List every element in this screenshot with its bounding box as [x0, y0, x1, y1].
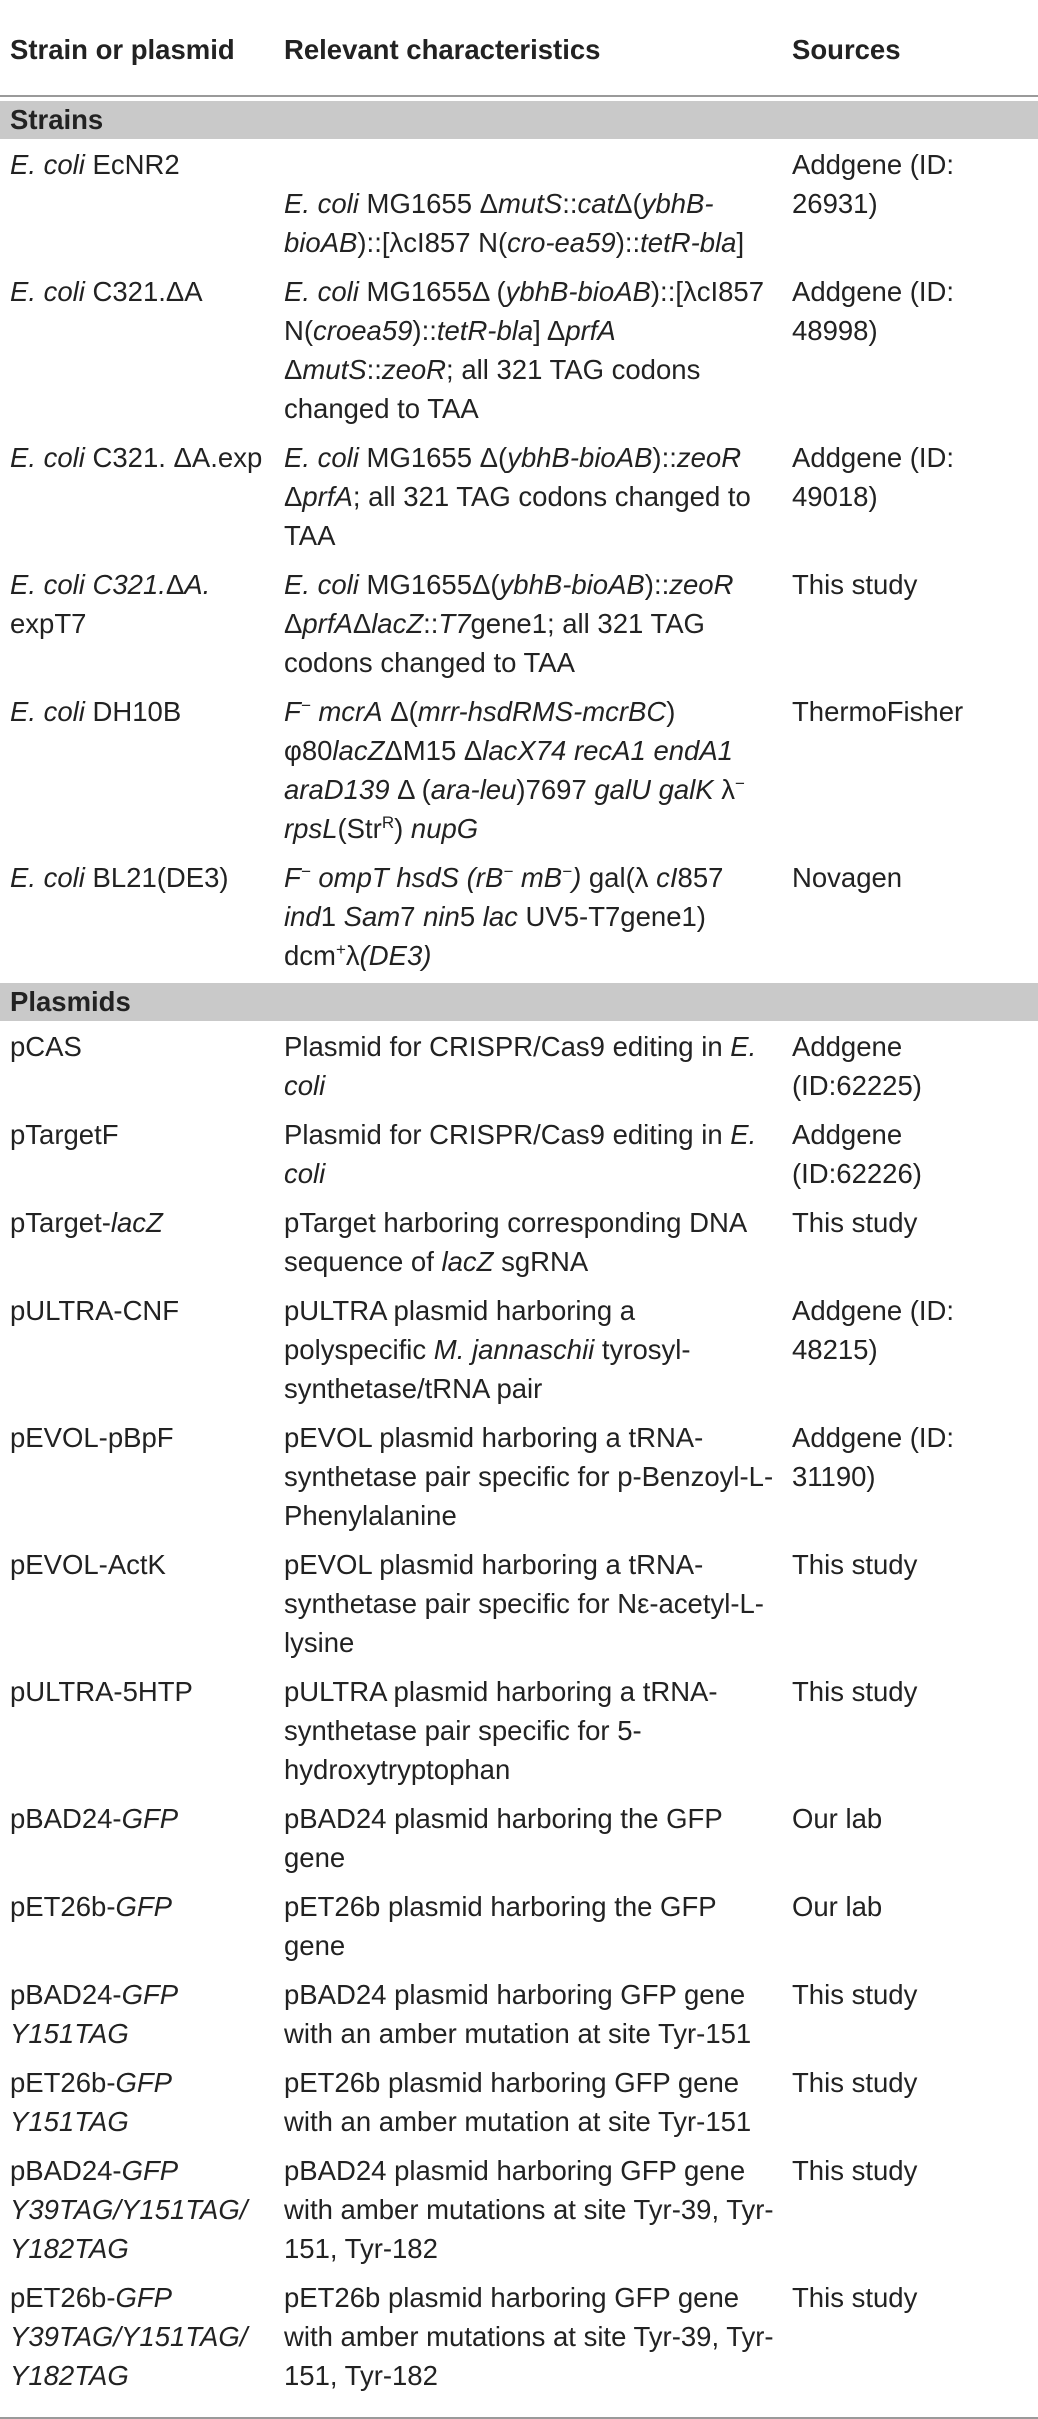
table-row	[0, 1412, 1038, 1539]
cell-name: pBAD24-GFP	[10, 1803, 179, 1834]
table-row	[0, 1793, 1038, 1881]
plasmids-rows	[0, 1021, 1038, 2399]
cell-source: Our lab	[792, 1891, 883, 1922]
header-strain-or-plasmid: Strain or plasmid	[10, 34, 235, 65]
cell-characteristics: F− ompT hsdS (rB− mB−) gal(λ cI857 ind1 Sam7 nin5 lac UV5-T7gene1) dcm+λ(DE3)	[284, 861, 724, 971]
header-sources: Sources	[792, 34, 901, 65]
table-row	[0, 1285, 1038, 1412]
table-row	[0, 1881, 1038, 1969]
header-rule	[0, 95, 1038, 97]
cell-name: pTarget-lacZ	[10, 1207, 163, 1238]
cell-name: pULTRA-5HTP	[10, 1676, 193, 1707]
cell-name: pBAD24-GFP Y39TAG/Y151TAG/ Y182TAG	[10, 2155, 248, 2264]
cell-name: E. coli C321.ΔA. expT7	[10, 569, 211, 639]
cell-name: E. coli C321. ΔA.exp	[10, 442, 263, 473]
cell-source: Addgene (ID: 48998)	[792, 276, 955, 346]
cell-source: This study	[792, 1676, 918, 1707]
cell-source: Addgene (ID: 48215)	[792, 1295, 955, 1365]
cell-characteristics: pEVOL plasmid harboring a tRNA-synthetase pair specific for Nε-acetyl-L-lysine	[284, 1549, 764, 1658]
cell-source: This study	[792, 569, 918, 600]
cell-characteristics: pET26b plasmid harboring the GFP gene	[284, 1891, 717, 1961]
cell-name: pULTRA-CNF	[10, 1295, 180, 1326]
cell-characteristics: E. coli MG1655 ΔmutS::catΔ(ybhB-bioAB)::[λcI857 N(cro-ea59)::tetR-bla]	[284, 188, 745, 258]
strains-rows	[0, 139, 1038, 979]
table-row	[0, 1969, 1038, 2057]
cell-characteristics: pBAD24 plasmid harboring GFP gene with amber mutations at site Tyr-39, Tyr-151, Tyr-182	[284, 2155, 774, 2264]
cell-name: pEVOL-ActK	[10, 1549, 166, 1580]
cell-source: Addgene (ID:62225)	[792, 1031, 922, 1101]
section-strains: Strains	[0, 101, 1038, 139]
cell-source: Our lab	[792, 1803, 883, 1834]
cell-characteristics: pEVOL plasmid harboring a tRNA-synthetase pair specific for p-Benzoyl-L-Phenylalanine	[284, 1422, 774, 1531]
cell-name: E. coli C321.ΔA	[10, 276, 203, 307]
table-row	[0, 2057, 1038, 2145]
cell-source: Addgene (ID: 26931)	[792, 149, 955, 219]
table-row	[0, 2272, 1038, 2399]
table-row	[0, 266, 1038, 432]
cell-name: E. coli BL21(DE3)	[10, 862, 229, 893]
cell-name: pBAD24-GFP Y151TAG	[10, 1979, 178, 2049]
cell-characteristics: Plasmid for CRISPR/Cas9 editing in E. coli	[284, 1119, 757, 1189]
cell-source: ThermoFisher	[792, 696, 964, 727]
cell-source: This study	[792, 1549, 918, 1580]
cell-name: pET26b-GFP Y39TAG/Y151TAG/ Y182TAG	[10, 2282, 248, 2391]
header-relevant-characteristics: Relevant characteristics	[284, 34, 601, 65]
cell-source: This study	[792, 1207, 918, 1238]
table-row	[0, 2145, 1038, 2272]
cell-characteristics: pTarget harboring corresponding DNA sequence of lacZ sgRNA	[284, 1207, 746, 1277]
table-row	[0, 432, 1038, 559]
table-row	[0, 139, 1038, 266]
section-plasmids: Plasmids	[0, 983, 1038, 1021]
cell-characteristics: pBAD24 plasmid harboring GFP gene with an amber mutation at site Tyr-151	[284, 1979, 752, 2049]
cell-name: pET26b-GFP	[10, 1891, 173, 1922]
cell-source: This study	[792, 2067, 918, 2098]
cell-name: pCAS	[10, 1031, 82, 1062]
cell-name: E. coli EcNR2	[10, 149, 180, 180]
cell-characteristics: pET26b plasmid harboring GFP gene with an amber mutation at site Tyr-151	[284, 2067, 752, 2137]
cell-name: pEVOL-pBpF	[10, 1422, 174, 1453]
cell-characteristics: pULTRA plasmid harboring a tRNA-synthetase pair specific for 5-hydroxytryptophan	[284, 1676, 718, 1785]
cell-source: Addgene (ID:62226)	[792, 1119, 922, 1189]
table-row	[0, 1539, 1038, 1666]
cell-characteristics: pET26b plasmid harboring GFP gene with amber mutations at site Tyr-39, Tyr-151, Tyr-182	[284, 2282, 774, 2391]
cell-source: This study	[792, 2155, 918, 2186]
table-row	[0, 1197, 1038, 1285]
cell-characteristics: pULTRA plasmid harboring a polyspecific M. jannaschii tyrosyl-synthetase/tRNA pair	[284, 1295, 691, 1404]
cell-characteristics: F− mcrA Δ(mrr-hsdRMS-mcrBC) φ80lacZΔM15 ΔlacX74 recA1 endA1 araD139 Δ (ara-leu)7697 galU galK λ− rpsL(Str$^R$) nupG	[284, 695, 745, 844]
cell-source: This study	[792, 1979, 918, 2010]
cell-characteristics: E. coli MG1655Δ (ybhB-bioAB)::[λcI857 N(croea59)::tetR-bla] ΔprfA ΔmutS::zeoR; all 321 TAG codons changed to TAA	[284, 276, 764, 424]
cell-name: pTargetF	[10, 1119, 119, 1150]
cell-name: pET26b-GFP Y151TAG	[10, 2067, 171, 2137]
cell-name: E. coli DH10B	[10, 696, 182, 727]
table-row	[0, 1666, 1038, 1793]
table-row	[0, 559, 1038, 686]
cell-source: Addgene (ID: 49018)	[792, 442, 955, 512]
table-row	[0, 1021, 1038, 1109]
cell-source: This study	[792, 2282, 918, 2313]
cell-source: Novagen	[792, 862, 903, 893]
table-header	[0, 0, 1038, 95]
cell-characteristics: E. coli MG1655 Δ(ybhB-bioAB)::zeoR ΔprfA; all 321 TAG codons changed to TAA	[284, 442, 751, 551]
table-row	[0, 686, 1038, 852]
table-row	[0, 852, 1038, 979]
cell-characteristics: E. coli MG1655Δ(ybhB-bioAB)::zeoR ΔprfAΔlacZ::T7gene1; all 321 TAG codons changed to TAA	[284, 569, 734, 678]
cell-source: Addgene (ID: 31190)	[792, 1422, 955, 1492]
cell-characteristics: Plasmid for CRISPR/Cas9 editing in E. coli	[284, 1031, 757, 1101]
cell-characteristics: pBAD24 plasmid harboring the GFP gene	[284, 1803, 723, 1873]
table-row	[0, 1109, 1038, 1197]
